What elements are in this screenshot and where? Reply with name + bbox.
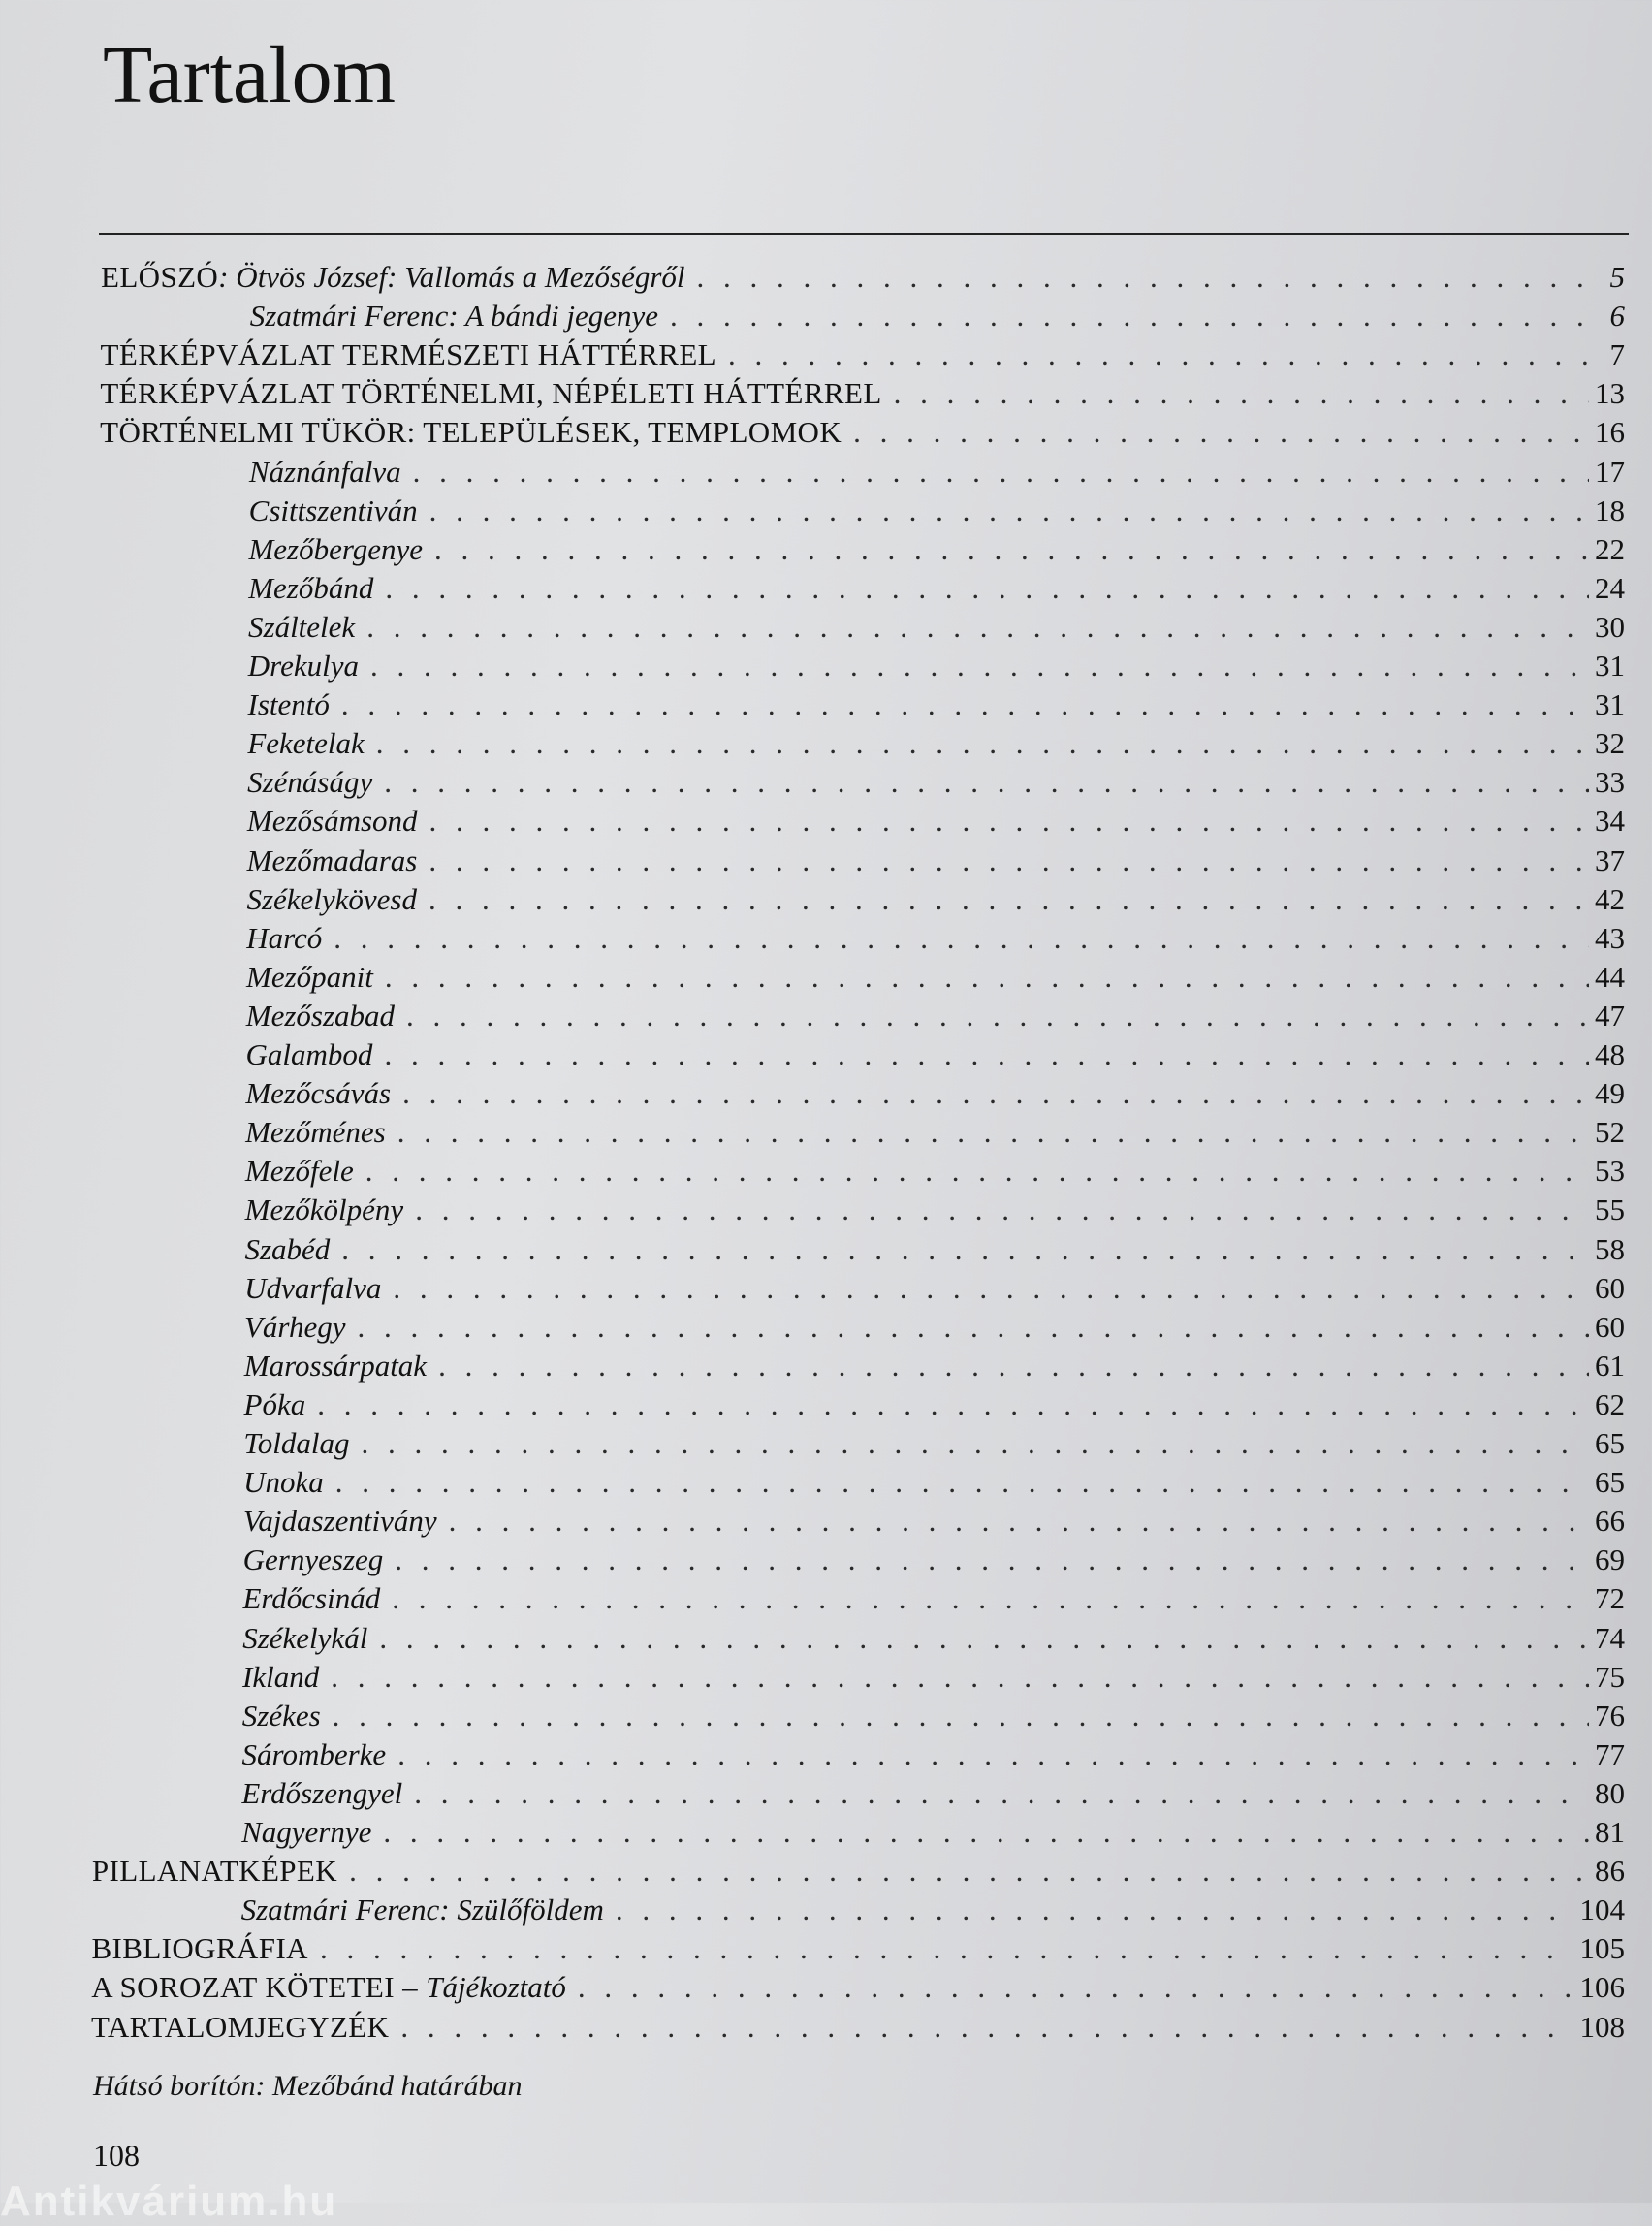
toc-subentry-label: Mezőfele — [244, 1154, 354, 1189]
dot-leader — [397, 1737, 1589, 1772]
toc-entry — [247, 843, 1625, 882]
toc-page-number: 106 — [1579, 1970, 1625, 2005]
dot-leader — [379, 1621, 1589, 1656]
toc-subentry-label: Feketelak — [247, 726, 365, 761]
dot-leader — [392, 1581, 1589, 1616]
dot-leader — [429, 843, 1589, 878]
toc-subentry-label: Póka — [243, 1386, 306, 1421]
toc-page-number: 108 — [1579, 2009, 1625, 2044]
toc-subentry-label: Csittszentiván — [248, 493, 418, 527]
toc-subentry-label: Székelykövesd — [246, 881, 417, 916]
dot-leader — [616, 1892, 1574, 1927]
toc-entry — [242, 1737, 1625, 1776]
toc-subentry-label: Székelykál — [242, 1620, 368, 1655]
toc-page-number: 53 — [1594, 1154, 1625, 1189]
toc-subentry-label: Mezőbánd — [248, 570, 374, 605]
toc-page-number: 18 — [1594, 493, 1625, 527]
toc-entry — [245, 1115, 1625, 1154]
toc-page-number: 37 — [1594, 843, 1625, 877]
toc-page-number: 80 — [1594, 1775, 1625, 1810]
toc-entry — [249, 455, 1625, 493]
dot-leader — [438, 1349, 1589, 1383]
toc-section-label: TÖRTÉNELMI TÜKÖR: TELEPÜLÉSEK, TEMPLOMOK — [100, 415, 842, 450]
toc-subentry-label: Mezőszabad — [245, 998, 396, 1033]
dot-leader — [384, 1037, 1589, 1072]
dot-leader — [376, 726, 1589, 761]
dot-leader — [366, 610, 1589, 645]
dot-leader — [429, 804, 1589, 839]
toc-page-number: 74 — [1594, 1620, 1625, 1655]
toc-entry — [247, 726, 1625, 765]
toc-entry — [242, 1581, 1625, 1620]
toc-entry — [241, 1815, 1625, 1854]
dot-leader — [697, 260, 1604, 295]
dot-leader — [413, 455, 1589, 490]
toc-page-number: 24 — [1594, 570, 1625, 605]
back-cover-note: Hátsó borítón: Mezőbánd határában — [93, 2070, 523, 2102]
toc-subentry-label: Szabéd — [244, 1231, 331, 1266]
toc-entry — [248, 687, 1625, 726]
toc-page-number: 72 — [1594, 1581, 1625, 1616]
toc-page-number: 47 — [1594, 998, 1625, 1033]
toc-entry — [101, 337, 1625, 376]
toc-subentry-label: Várhegy — [244, 1309, 346, 1344]
toc-entry — [100, 415, 1625, 454]
toc-subentry-label: Székes — [241, 1698, 321, 1733]
dot-leader — [670, 299, 1604, 334]
dot-leader — [853, 415, 1589, 450]
toc-entry-title: : Ötvös József: Vallomás a Mezőségről — [218, 260, 685, 294]
dot-leader — [406, 999, 1589, 1034]
dot-leader — [395, 1542, 1589, 1577]
toc-subentry-label: Harcó — [246, 920, 323, 955]
toc-entry — [243, 1504, 1625, 1542]
toc-entry — [244, 1232, 1625, 1271]
toc-page-number: 43 — [1594, 920, 1625, 955]
toc-page-number: 49 — [1594, 1076, 1625, 1111]
title-rule — [99, 233, 1629, 235]
dot-leader — [334, 921, 1589, 956]
toc-subentry-label: Mezőcsávás — [245, 1076, 392, 1111]
toc-subentry-label: Udvarfalva — [244, 1270, 382, 1305]
toc-subentry-label: Gernyeszeg — [242, 1542, 384, 1577]
toc-page-number: 86 — [1594, 1854, 1625, 1889]
dot-leader — [449, 1504, 1589, 1539]
toc-page-number: 66 — [1594, 1504, 1625, 1539]
toc-entry — [248, 571, 1625, 610]
toc-page-number: 65 — [1594, 1426, 1625, 1460]
toc-subentry-label: Nagyernye — [241, 1815, 372, 1849]
toc-entry — [249, 493, 1625, 532]
toc-page-number: 61 — [1594, 1348, 1625, 1383]
toc-entry — [244, 1310, 1625, 1349]
toc-page-number: 16 — [1594, 415, 1625, 450]
toc-entry — [101, 260, 1625, 299]
toc-subentry-label: Drekulya — [247, 649, 359, 683]
toc-entry — [246, 960, 1625, 999]
toc-page-number: 104 — [1579, 1892, 1625, 1927]
toc-page-number: 5 — [1609, 260, 1625, 294]
toc-subentry-label: Mezőbergenye — [248, 531, 424, 566]
dot-leader — [415, 1192, 1589, 1227]
dot-leader — [397, 1115, 1589, 1150]
toc-subentry-label: Mezősámsond — [246, 804, 418, 839]
toc-page-number: 77 — [1594, 1736, 1625, 1771]
toc-entry — [248, 610, 1625, 649]
dot-leader — [365, 1154, 1589, 1189]
toc-page-number: 42 — [1594, 881, 1625, 916]
toc-page-number: 44 — [1595, 959, 1625, 994]
page-number: 108 — [93, 2138, 140, 2173]
toc-subentry-label: Mezőménes — [245, 1115, 386, 1150]
toc-subentry-label: Marossárpatak — [243, 1348, 428, 1383]
toc-page-number: 65 — [1594, 1465, 1625, 1500]
dot-leader — [370, 649, 1589, 684]
toc-entry — [246, 1037, 1625, 1076]
toc-subentry-label: Istentó — [247, 687, 330, 722]
toc-entry — [246, 882, 1625, 921]
dot-leader — [333, 1699, 1589, 1733]
toc-entry — [250, 299, 1625, 337]
toc-entry — [241, 1892, 1625, 1931]
dot-leader — [402, 1076, 1589, 1111]
dot-leader — [385, 571, 1589, 606]
toc-subentry-label: Erdőcsinád — [242, 1581, 381, 1616]
toc-entry — [245, 1154, 1625, 1192]
toc-subentry-label: Szatmári Ferenc: Szülőföldem — [240, 1892, 604, 1927]
toc-section-label: TÉRKÉPVÁZLAT TÖRTÉNELMI, NÉPÉLETI HÁTTÉRREL — [100, 376, 882, 411]
dot-leader — [331, 1660, 1589, 1695]
toc-entry-label — [101, 260, 685, 295]
toc-subentry-label: Mezőmadaras — [246, 843, 418, 877]
toc-subentry-label: Mezőkölpény — [244, 1192, 404, 1227]
dot-leader — [341, 1232, 1589, 1267]
toc-entry-prefix: ELŐSZÓ — [101, 260, 219, 294]
toc-entry — [243, 1426, 1625, 1465]
toc-entry — [245, 1076, 1625, 1115]
toc-entry — [241, 1776, 1625, 1815]
toc-subentry-label: Galambod — [245, 1037, 373, 1071]
toc-entry — [248, 649, 1625, 687]
toc-entry — [242, 1660, 1625, 1699]
toc-entry — [247, 765, 1625, 804]
toc-subentry-label: Vajdaszentivány — [242, 1504, 437, 1539]
page-title: Tartalom — [103, 30, 396, 120]
toc-page-number: 48 — [1594, 1037, 1625, 1071]
toc-page-number: 6 — [1609, 299, 1625, 334]
toc-entry — [244, 1271, 1625, 1310]
dot-leader — [578, 1970, 1574, 2005]
toc-page-number: 31 — [1594, 649, 1625, 683]
toc-page-number: 33 — [1594, 765, 1625, 800]
dot-leader — [429, 493, 1589, 528]
toc-entry — [246, 999, 1625, 1037]
toc-section-label: BIBLIOGRÁFIA — [91, 1931, 308, 1966]
toc-subentry-label: Sáromberke — [241, 1736, 387, 1771]
dot-leader — [320, 1931, 1574, 1966]
toc-page-number: 22 — [1594, 531, 1625, 566]
dot-leader — [384, 765, 1589, 800]
toc-page-number: 81 — [1594, 1815, 1625, 1849]
toc-subentry-label: Toldalag — [243, 1426, 350, 1460]
dot-leader — [385, 960, 1589, 995]
toc-page-number: 75 — [1595, 1659, 1625, 1694]
watermark: Antikvárium.hu — [0, 2178, 338, 2225]
toc-subentry-label: Szatmári Ferenc: A bándi jegenye — [249, 299, 659, 334]
toc-page-number: 69 — [1594, 1542, 1625, 1577]
toc-entry — [244, 1349, 1625, 1387]
toc-page-number: 105 — [1579, 1931, 1625, 1966]
dot-leader — [434, 532, 1589, 567]
toc-page-number: 60 — [1595, 1309, 1625, 1344]
toc-subentry-label: Náznánfalva — [248, 454, 401, 489]
dot-leader — [357, 1310, 1589, 1345]
toc-entry — [246, 921, 1625, 960]
toc-entry — [242, 1699, 1625, 1737]
toc-entry — [245, 1192, 1625, 1231]
toc-section-label: TÉRKÉPVÁZLAT TERMÉSZETI HÁTTÉRREL — [100, 337, 717, 372]
toc-page-number: 55 — [1594, 1192, 1625, 1227]
toc-entry-title: Tájékoztató — [426, 1970, 566, 2005]
toc-page-number: 58 — [1594, 1231, 1625, 1266]
toc-entry-prefix: A SOROZAT KÖTETEI – — [91, 1970, 427, 2005]
toc-entry — [100, 376, 1625, 415]
dot-leader — [400, 2010, 1573, 2045]
dot-leader — [894, 376, 1589, 411]
dot-leader — [393, 1271, 1589, 1306]
dot-leader — [341, 687, 1589, 722]
toc-page-number: 32 — [1594, 726, 1625, 761]
toc-entry — [247, 804, 1625, 843]
toc-subentry-label: Erdőszengyel — [241, 1775, 403, 1810]
dot-leader — [383, 1815, 1589, 1850]
toc-entry — [91, 1970, 1625, 2009]
toc-page-number: 31 — [1594, 687, 1625, 722]
toc-subentry-label: Száltelek — [248, 609, 356, 644]
toc-section-label: PILLANATKÉPEK — [91, 1854, 338, 1889]
toc-page-number: 30 — [1595, 609, 1625, 644]
toc-page-number: 17 — [1594, 454, 1625, 489]
dot-leader — [349, 1854, 1589, 1889]
toc-entry — [243, 1465, 1625, 1504]
toc-subentry-label: Ikland — [242, 1659, 320, 1694]
toc-entry — [243, 1542, 1625, 1581]
toc-entry — [242, 1621, 1625, 1660]
toc-page-number: 76 — [1594, 1698, 1625, 1733]
toc-subentry-label: Unoka — [243, 1465, 324, 1500]
toc-subentry-label: Szénáságy — [247, 765, 373, 800]
dot-leader — [335, 1465, 1589, 1500]
toc-page-number: 34 — [1594, 804, 1625, 839]
toc-entry — [248, 532, 1625, 571]
toc-page-number: 52 — [1594, 1115, 1625, 1150]
toc-entry — [91, 2010, 1625, 2049]
toc-entry — [244, 1387, 1625, 1426]
toc-entry — [91, 1931, 1625, 1970]
toc-page-number: 7 — [1609, 337, 1625, 372]
dot-leader — [317, 1387, 1589, 1422]
toc-entry-label — [91, 1970, 566, 2005]
toc-entry — [92, 1854, 1625, 1892]
dot-leader — [728, 337, 1604, 372]
dot-leader — [429, 882, 1589, 917]
toc-section-label: TARTALOMJEGYZÉK — [91, 2009, 390, 2044]
toc-page-number: 60 — [1594, 1270, 1625, 1305]
dot-leader — [414, 1776, 1589, 1811]
toc-subentry-label: Mezőpanit — [246, 959, 373, 994]
dot-leader — [361, 1426, 1589, 1461]
toc-page-number: 62 — [1594, 1386, 1625, 1421]
toc-page-number: 13 — [1594, 376, 1625, 411]
